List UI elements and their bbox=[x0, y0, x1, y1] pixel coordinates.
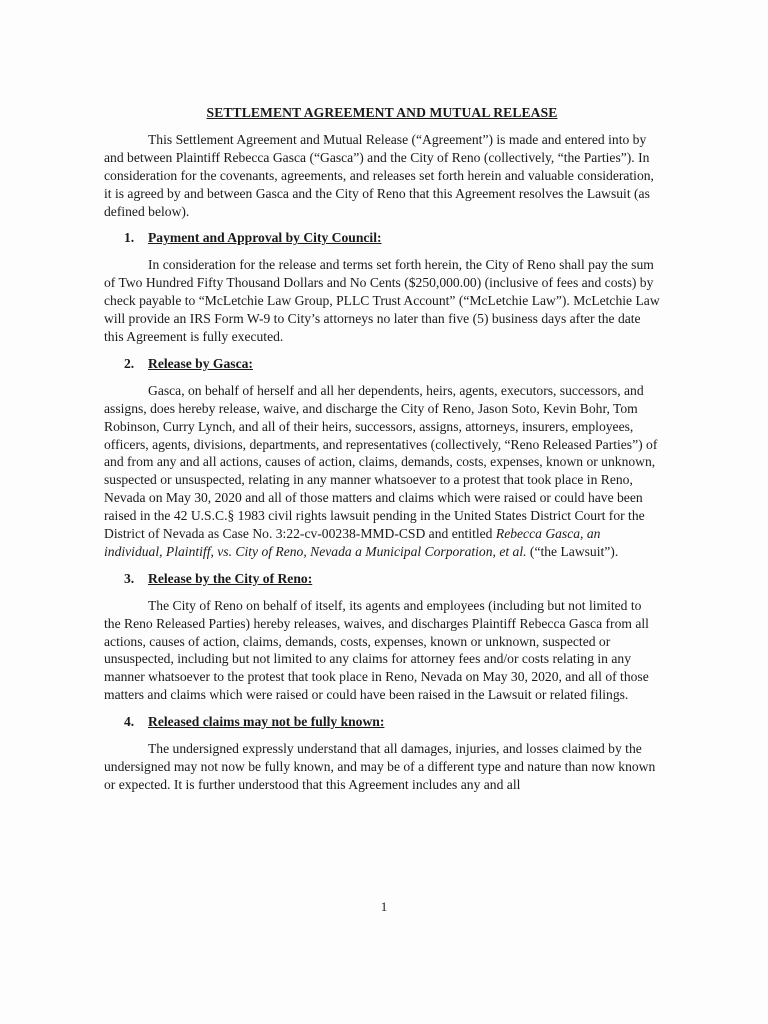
section-4-number: 4. bbox=[124, 714, 135, 730]
section-1-body: In consideration for the release and terms set forth herein, the City of Reno shall pay the sum of Two Hundred Fifty Thousand Dollars and No Cents ($250,000.00) (inclusive of fees and costs) by check payable to “McLetchie Law Group, PLLC Trust Account” (“McLetchie Law”). McLetchie Law will provide an IRS Form W-9 to City’s attorneys no later than five (5) business days after the date this Agreement is fully executed. bbox=[104, 257, 660, 344]
section-4-title: Released claims may not be fully known: bbox=[148, 714, 385, 730]
case-caption: Rebecca Gasca, an individual, Plaintiff, vs. City of Reno, Nevada a Municipal Corporation, et al. bbox=[104, 526, 601, 559]
section-2-heading bbox=[104, 355, 660, 373]
section-1-title: Payment and Approval by City Council: bbox=[148, 230, 382, 246]
section-1-heading bbox=[104, 229, 660, 247]
page-number: 1 bbox=[380, 899, 388, 914]
document-body bbox=[104, 104, 660, 803]
intro-paragraph: This Settlement Agreement and Mutual Release (“Agreement”) is made and entered into by and between Plaintiff Rebecca Gasca (“Gasca”) and the City of Reno (collectively, “the Parties”). In consideration for the covenants, agreements, and releases set forth herein and valuable consideration, it is agreed by and between Gasca and the City of Reno that this Agreement resolves the Lawsuit (as defined below). bbox=[104, 131, 654, 219]
document-title: SETTLEMENT AGREEMENT AND MUTUAL RELEASE bbox=[206, 105, 558, 120]
section-4-body: The undersigned expressly understand that all damages, injuries, and losses claimed by the undersigned may not now be fully known, and may be of a different type and nature than now known or expected. It is further understood that this Agreement includes any and all bbox=[104, 741, 656, 792]
section-1-number: 1. bbox=[124, 230, 135, 246]
section-2-title: Release by Gasca: bbox=[148, 355, 253, 371]
section-4-heading bbox=[104, 713, 660, 731]
section-3-number: 3. bbox=[124, 570, 135, 586]
section-2-body-text: Gasca, on behalf of herself and all her dependents, heirs, agents, executors, successors, and assigns, does hereby release, waive, and discharge the City of Reno, Jason Soto, Kevin Bohr, Tom Robinson, Curry Lynch, and all of their heirs, successors, assigns, attorneys, insurers, employees, officers, agents, divisions, departments, and representatives (collectively, “Reno Released Parties”) of and from any and all actions, causes of action, claims, demands, costs, expenses, known or unknown, suspected or unsuspected, relating in any manner whatsoever to a protest that took place in Reno, Nevada on May 30, 2020 and all of those matters and claims which were raised or could have been raised in the 42 U.S.C.§ 1983 civil rights lawsuit pending in the United States District Court for the District of Nevada as Case No. 3:22-cv-00238-MMD-CSD and entitled bbox=[104, 382, 658, 542]
section-2-number: 2. bbox=[124, 355, 135, 371]
section-3-title: Release by the City of Reno: bbox=[148, 570, 313, 586]
section-2-body-end: (“the Lawsuit”). bbox=[526, 543, 619, 559]
section-3-body: The City of Reno on behalf of itself, its agents and employees (including but not limited to the Reno Released Parties) hereby releases, waives, and discharges Plaintiff Rebecca Gasca from all actions, causes of action, claims, demands, costs, expenses, known or unknown, suspected or unsuspected, including but not limited to any claims for attorney fees and/or costs relating in any manner whatsoever to the protest that took place in Reno, Nevada on May 30, 2020, and all of those matters and claims which were raised or could have been raised in the Lawsuit or related filings. bbox=[104, 597, 649, 703]
section-2-body bbox=[104, 382, 660, 561]
section-3-heading bbox=[104, 570, 660, 588]
